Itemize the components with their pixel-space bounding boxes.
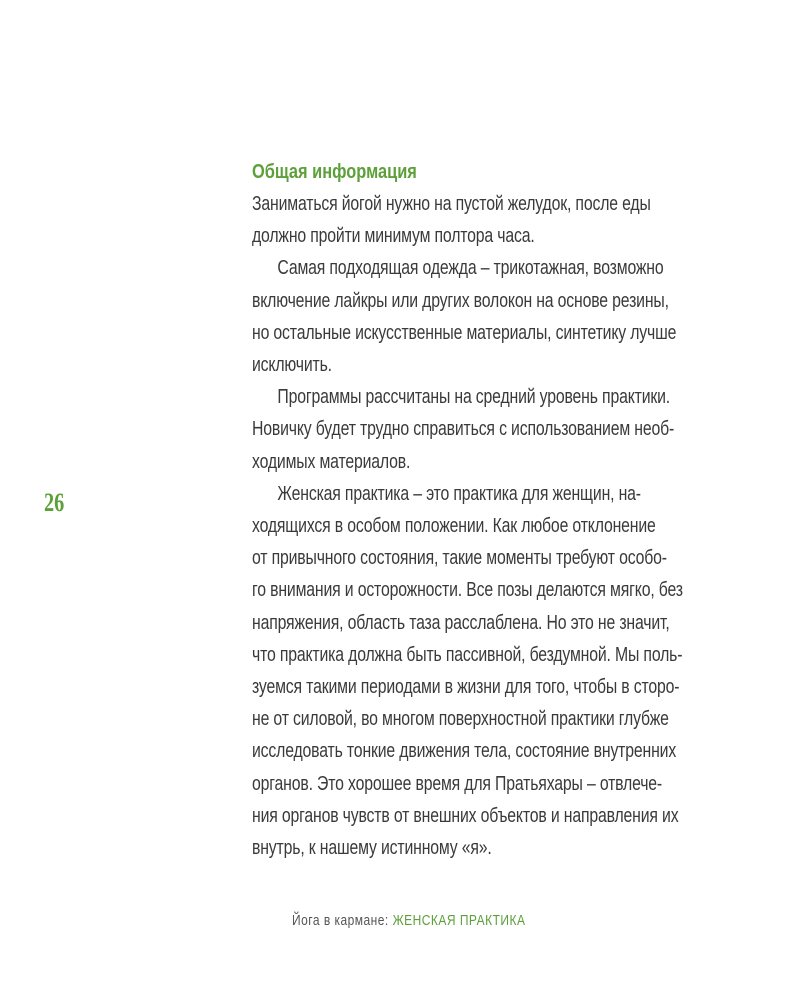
text-line: органов. Это хорошее время для Пратьяхары – отвлече- [252, 772, 663, 795]
text-line: Самая подходящая одежда – трикотажная, возможно [252, 257, 664, 280]
text-line: ходимых материалов. [252, 450, 411, 473]
text-line: ния органов чувств от внешних объектов и направления их [252, 804, 679, 827]
series-title: ЖЕНСКАЯ ПРАКТИКА [392, 912, 526, 929]
page-number: 26 [44, 488, 65, 517]
text-line: исключить. [252, 354, 332, 377]
text-line: включение лайкры или других волокон на основе резины, [252, 289, 669, 312]
text-line: но остальные искусственные материалы, синтетику лучше [252, 321, 677, 344]
body-text [252, 188, 800, 864]
text-line: Новичку будет трудно справиться с использованием необ- [252, 418, 675, 441]
text-line: что практика должна быть пассивной, бездумной. Мы поль- [252, 643, 683, 666]
text-line: от привычного состояния, такие моменты требуют особо- [252, 547, 667, 570]
text-line: должно пройти минимум полтора часа. [252, 225, 535, 248]
text-line: Программы рассчитаны на средний уровень практики. [252, 386, 671, 409]
running-footer [292, 912, 525, 929]
text-line: внутрь, к нашему истинному «я». [252, 837, 492, 860]
text-line: не от силовой, во многом поверхностной практики глубже [252, 708, 669, 731]
text-line: исследовать тонкие движения тела, состояние внутренних [252, 740, 677, 763]
text-line: напряжения, область таза расслаблена. Но это не значит, [252, 611, 670, 634]
book-title: Йога в кармане: [292, 912, 393, 929]
text-line: Женская практика – это практика для женщин, на- [252, 482, 641, 505]
text-line: го внимания и осторожности. Все позы делаются мягко, без [252, 579, 683, 602]
text-line: Заниматься йогой нужно на пустой желудок, после еды [252, 193, 651, 215]
section-heading: Общая информация [252, 161, 417, 183]
text-line: зуемся такими периодами в жизни для того, чтобы в сторо- [252, 676, 680, 699]
info-section [252, 156, 800, 864]
text-line: ходящихся в особом положении. Как любое отклонение [252, 515, 656, 538]
